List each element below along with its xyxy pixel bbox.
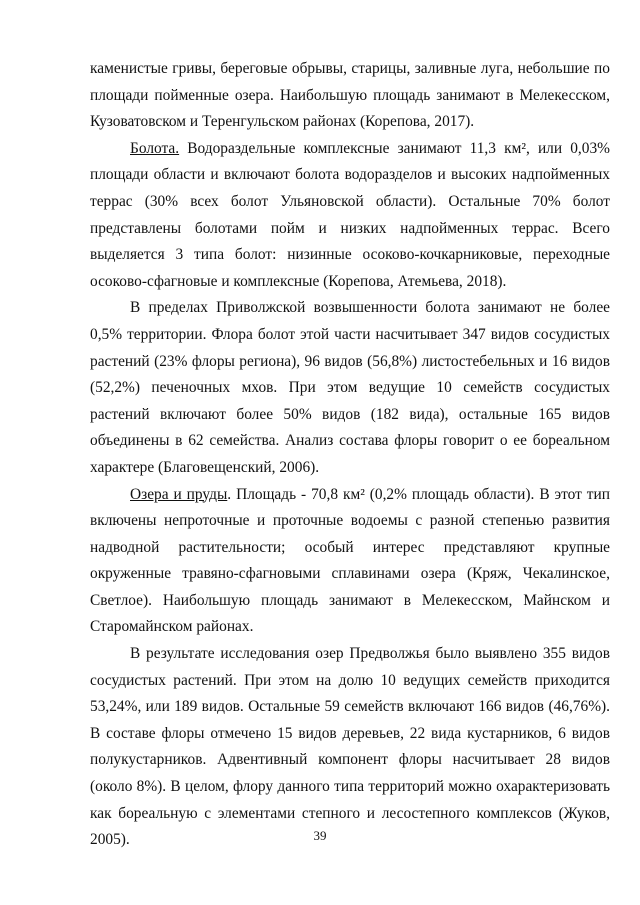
page-number: 39: [313, 828, 327, 843]
paragraph-bogs: [90, 136, 610, 296]
paragraph-volga-upland-bogs: [90, 295, 610, 481]
paragraph-continuation: [90, 56, 610, 136]
paragraph-lake-study: [90, 641, 610, 854]
paragraph-text: Водораздельные комплексные занимают 11,3 км², или 0,03% площади области и включают болота водоразделов и высоких надпойменных террас (30% всех болот Ульяновской области). Остальные 70% болот представлены болотами пойм и низких надпойменных террас. Всего выделяется 3 типа болот: низинные осоково-кочкарниковые, переходные осоково-сфагновые и комплексные (Корепова, Атемьева, 2018).: [90, 139, 610, 290]
paragraph-text: . Площадь - 70,8 км² (0,2% площадь области). В этот тип включены непроточные и проточные водоемы с разной степенью развития надводной растительности; особый интерес представляют крупные окруженные травяно-сфагновыми сплавинами озера (Кряж, Чекалинское, Светлое). Наибольшую площадь занимают в Мелекесском, Майнском и Старомайнском районах.: [90, 485, 611, 636]
body-text: [90, 56, 610, 854]
paragraph-text: В пределах Приволжской возвышенности болота занимают не более 0,5% территории. Флора болот этой части насчитывает 347 видов сосудистых растений (23% флоры региона), 96 видов (56,8%) листостебельных и 16 видов (52,2%) печеночных мхов. При этом ведущие 10 семейств сосудистых растений включают более 50% видов (182 вида), остальные 165 видов объединены в 62 семейства. Анализ состава флоры говорит о ее бореальном характере (Благовещенский, 2006).: [90, 299, 610, 476]
section-heading-bogs: Болота.: [130, 139, 180, 157]
paragraph-lakes-ponds: [90, 482, 610, 642]
paragraph-text: В результате исследования озер Предволжья было выявлено 355 видов сосудистых растений. При этом на долю 10 ведущих семейств приходится 53,24%, или 189 видов. Остальные 59 семейств включают 166 видов (46,76%). В составе флоры отмечено 15 видов деревьев, 22 вида кустарников, 6 видов полукустарников. Адвентивный компонент флоры насчитывает 28 видов (около 8%). В целом, флору данного типа территорий можно охарактеризовать как бореальную с элементами степного и лесостепного комплексов (Жуков, 2005).: [90, 645, 610, 849]
section-heading-lakes-ponds: Озера и пруды: [130, 485, 228, 503]
paragraph-text: каменистые гривы, береговые обрывы, старицы, заливные луга, небольшие по площади пойменные озера. Наибольшую площадь занимают в Мелекесском, Кузоватовском и Теренгульском районах (Корепова, 2017).: [90, 60, 610, 131]
